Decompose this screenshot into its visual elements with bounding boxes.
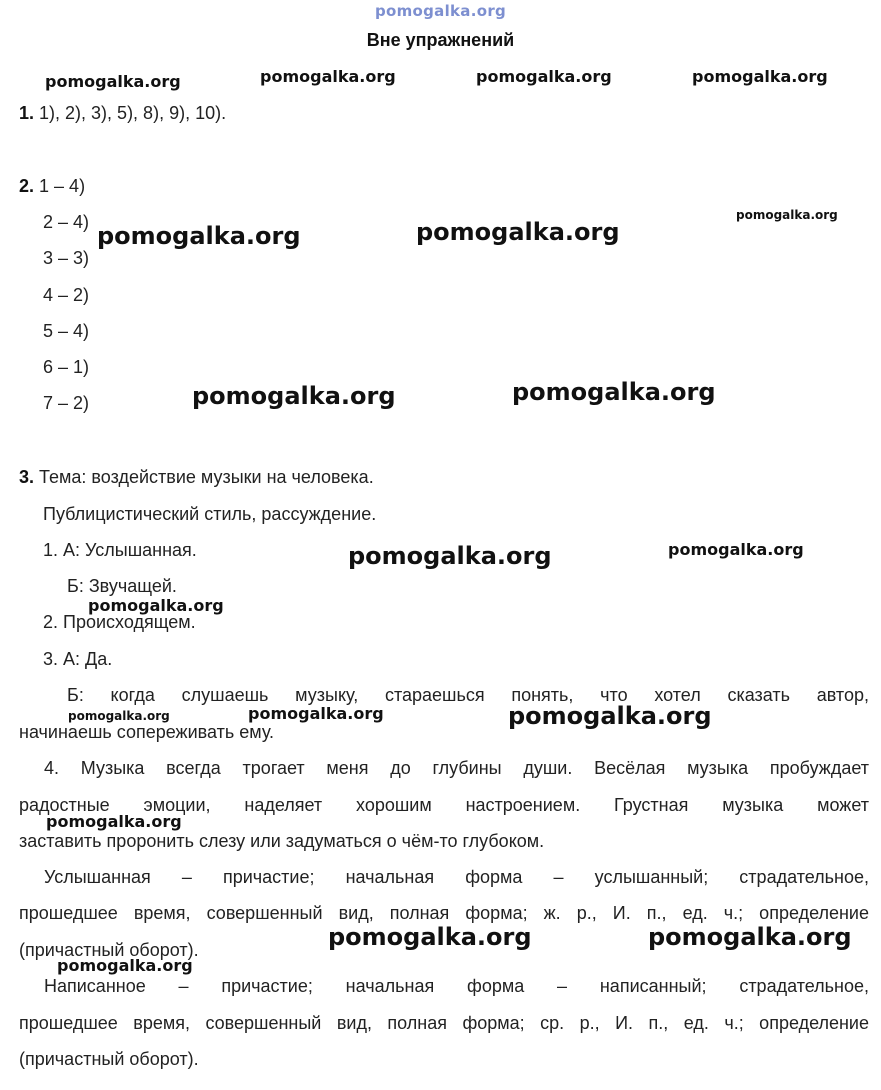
watermark: pomogalka.org: [88, 596, 224, 615]
task2-number: 2.: [19, 176, 35, 196]
watermark: pomogalka.org: [508, 702, 712, 730]
watermark: pomogalka.org: [248, 704, 384, 723]
task3-line-theme: [19, 466, 374, 488]
watermark: pomogalka.org: [692, 67, 828, 86]
watermark: pomogalka.org: [57, 956, 193, 975]
task3-paragraph-4-line: радостные эмоции, наделяет хорошим настроением. Грустная музыка может: [19, 795, 869, 815]
task3-paragraph-5-line: Услышанная – причастие; начальная форма – услышанный; страдательное,: [44, 867, 869, 887]
watermark: pomogalka.org: [192, 382, 396, 410]
task2-item: 2 – 4): [43, 212, 90, 232]
task2-item: 7 – 2): [43, 393, 90, 413]
task1-answer: 1), 2), 3), 5), 8), 9), 10).: [39, 103, 227, 123]
site-link[interactable]: pomogalka.org: [374, 2, 507, 20]
watermark: pomogalka.org: [668, 540, 804, 559]
task3-theme: Тема: воздействие музыки на человека.: [39, 467, 374, 487]
task3-number: 3.: [19, 467, 35, 487]
task1-number: 1.: [19, 103, 35, 123]
task3-paragraph-4-line: 4. Музыка всегда трогает меня до глубины души. Весёлая музыка пробуждает: [44, 758, 869, 778]
task3-answer-3b-line: Б: когда слушаешь музыку, стараешься понять, что хотел сказать автор,: [67, 685, 869, 705]
task3-answer-1b: Б: Звучащей.: [67, 576, 177, 596]
watermark: pomogalka.org: [328, 923, 532, 951]
watermark: pomogalka.org: [45, 72, 181, 91]
task3-answer-3a: 3. А: Да.: [43, 649, 113, 669]
task3-answer-2: 2. Происходящем.: [43, 612, 196, 632]
task2-item: 3 – 3): [43, 248, 90, 268]
watermark: pomogalka.org: [416, 218, 620, 246]
watermark: pomogalka.org: [260, 67, 396, 86]
task3-answer-3b-line: начинаешь сопереживать ему.: [19, 722, 275, 742]
watermark: pomogalka.org: [97, 222, 301, 250]
task3-paragraph-5-line: прошедшее время, совершенный вид, полная форма; ж. р., И. п., ед. ч.; определение: [19, 903, 869, 923]
task3-paragraph-5-line: (причастный оборот).: [19, 940, 199, 960]
task2-item: 1 – 4): [39, 176, 86, 196]
task2-item: 6 – 1): [43, 357, 90, 377]
watermark: pomogalka.org: [46, 812, 182, 831]
task3-paragraph-6-line: Написанное – причастие; начальная форма – написанный; страдательное,: [44, 976, 869, 996]
watermark: pomogalka.org: [512, 378, 716, 406]
task3-paragraph-6-line: (причастный оборот).: [19, 1049, 199, 1069]
task3-paragraph-6-line: прошедшее время, совершенный вид, полная форма; ср. р., И. п., ед. ч.; определение: [19, 1013, 869, 1033]
task3-style: Публицистический стиль, рассуждение.: [43, 504, 377, 524]
watermark: pomogalka.org: [648, 923, 852, 951]
watermark: pomogalka.org: [68, 709, 170, 723]
task1-line: [19, 102, 226, 124]
task2-item: 5 – 4): [43, 321, 90, 341]
task3-paragraph-4-line: заставить проронить слезу или задуматься о чём-то глубоком.: [19, 831, 545, 851]
task2-line-1: [19, 175, 85, 197]
watermark: pomogalka.org: [736, 208, 838, 222]
watermark: pomogalka.org: [476, 67, 612, 86]
task3-answer-1a: 1. А: Услышанная.: [43, 540, 197, 560]
task2-item: 4 – 2): [43, 285, 90, 305]
watermark: pomogalka.org: [348, 542, 552, 570]
page-title: Вне упражнений: [366, 30, 515, 50]
